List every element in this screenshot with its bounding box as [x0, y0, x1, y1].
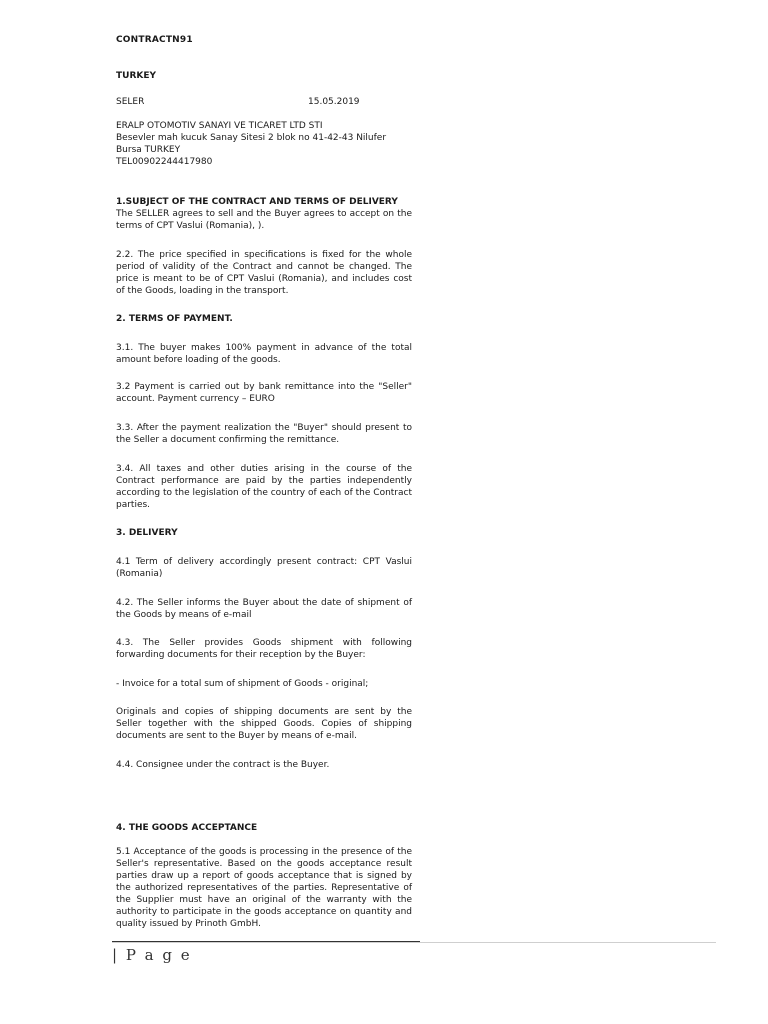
section-4-heading: 4. THE GOODS ACCEPTANCE — [116, 823, 258, 833]
invoice-item: - Invoice for a total sum of shipment of Goods - original; — [116, 679, 369, 689]
clause-3-3: 3.3. After the payment realization the "Buyer" should present to the Seller a document confirming the remittance. — [116, 423, 412, 445]
clause-3-2: 3.2 Payment is carried out by bank remittance into the "Seller" account. Payment currency – EURO — [116, 382, 412, 404]
company-city: Bursa TURKEY — [116, 145, 181, 155]
section-1 — [116, 196, 412, 232]
page-footer-label: | P a g e — [112, 946, 192, 964]
contract-date: 15.05.2019 — [308, 97, 360, 107]
originals-paragraph: Originals and copies of shipping documents are sent by the Seller together with the shipped Goods. Copies of shipping documents are sent to the Buyer by means of e-mail. — [116, 707, 412, 741]
footer-rule-accent — [112, 941, 420, 942]
section-2-heading: 2. TERMS OF PAYMENT. — [116, 314, 233, 324]
clause-2-2: 2.2. The price specified in specifications is fixed for the whole period of validity of the Contract and cannot be changed. The price is meant to be of CPT Vaslui (Romania), and includes cost of the Goods, loading in the transport. — [116, 250, 412, 296]
footer-rule — [112, 942, 716, 943]
company-phone: TEL00902244417980 — [116, 157, 213, 167]
company-address: Besevler mah kucuk Sanay Sitesi 2 blok no 41-42-43 Nilufer — [116, 133, 387, 143]
clause-4-3: 4.3. The Seller provides Goods shipment with following forwarding documents for their reception by the Buyer: — [116, 638, 412, 660]
section-1-text: The SELLER agrees to sell and the Buyer agrees to accept on the terms of CPT Vaslui (Romania), ). — [116, 209, 412, 231]
clause-3-1: 3.1. The buyer makes 100% payment in advance of the total amount before loading of the goods. — [116, 343, 412, 365]
seller-label: SELER — [116, 97, 145, 107]
section-1-heading: 1.SUBJECT OF THE CONTRACT AND TERMS OF DELIVERY — [116, 197, 398, 207]
document-title: CONTRACTN91 — [116, 35, 193, 45]
company-name: ERALP OTOMOTIV SANAYI VE TICARET LTD STI — [116, 121, 323, 131]
clause-4-1: 4.1 Term of delivery accordingly present contract: CPT Vaslui (Romania) — [116, 557, 412, 579]
country-heading: TURKEY — [116, 71, 157, 81]
clause-4-4: 4.4. Consignee under the contract is the Buyer. — [116, 760, 330, 770]
seller-company-block — [116, 120, 412, 168]
clause-3-4: 3.4. All taxes and other duties arising in the course of the Contract performance are paid by the parties independently according to the legislation of the country of each of the Contract parties. — [116, 464, 412, 510]
clause-4-2: 4.2. The Seller informs the Buyer about the date of shipment of the Goods by means of e-mail — [116, 598, 412, 620]
clause-5-1: 5.1 Acceptance of the goods is processing in the presence of the Seller's representative. Based on the goods acceptance result parties draw up a report of goods acceptance that is signed by the authorized representatives of the parties. Representative of the Supplier must have an original of the warranty with the authority to participate in the goods acceptance on quantity and quality issued by Prinoth GmbH. — [116, 847, 412, 929]
section-3-heading: 3. DELIVERY — [116, 528, 178, 538]
